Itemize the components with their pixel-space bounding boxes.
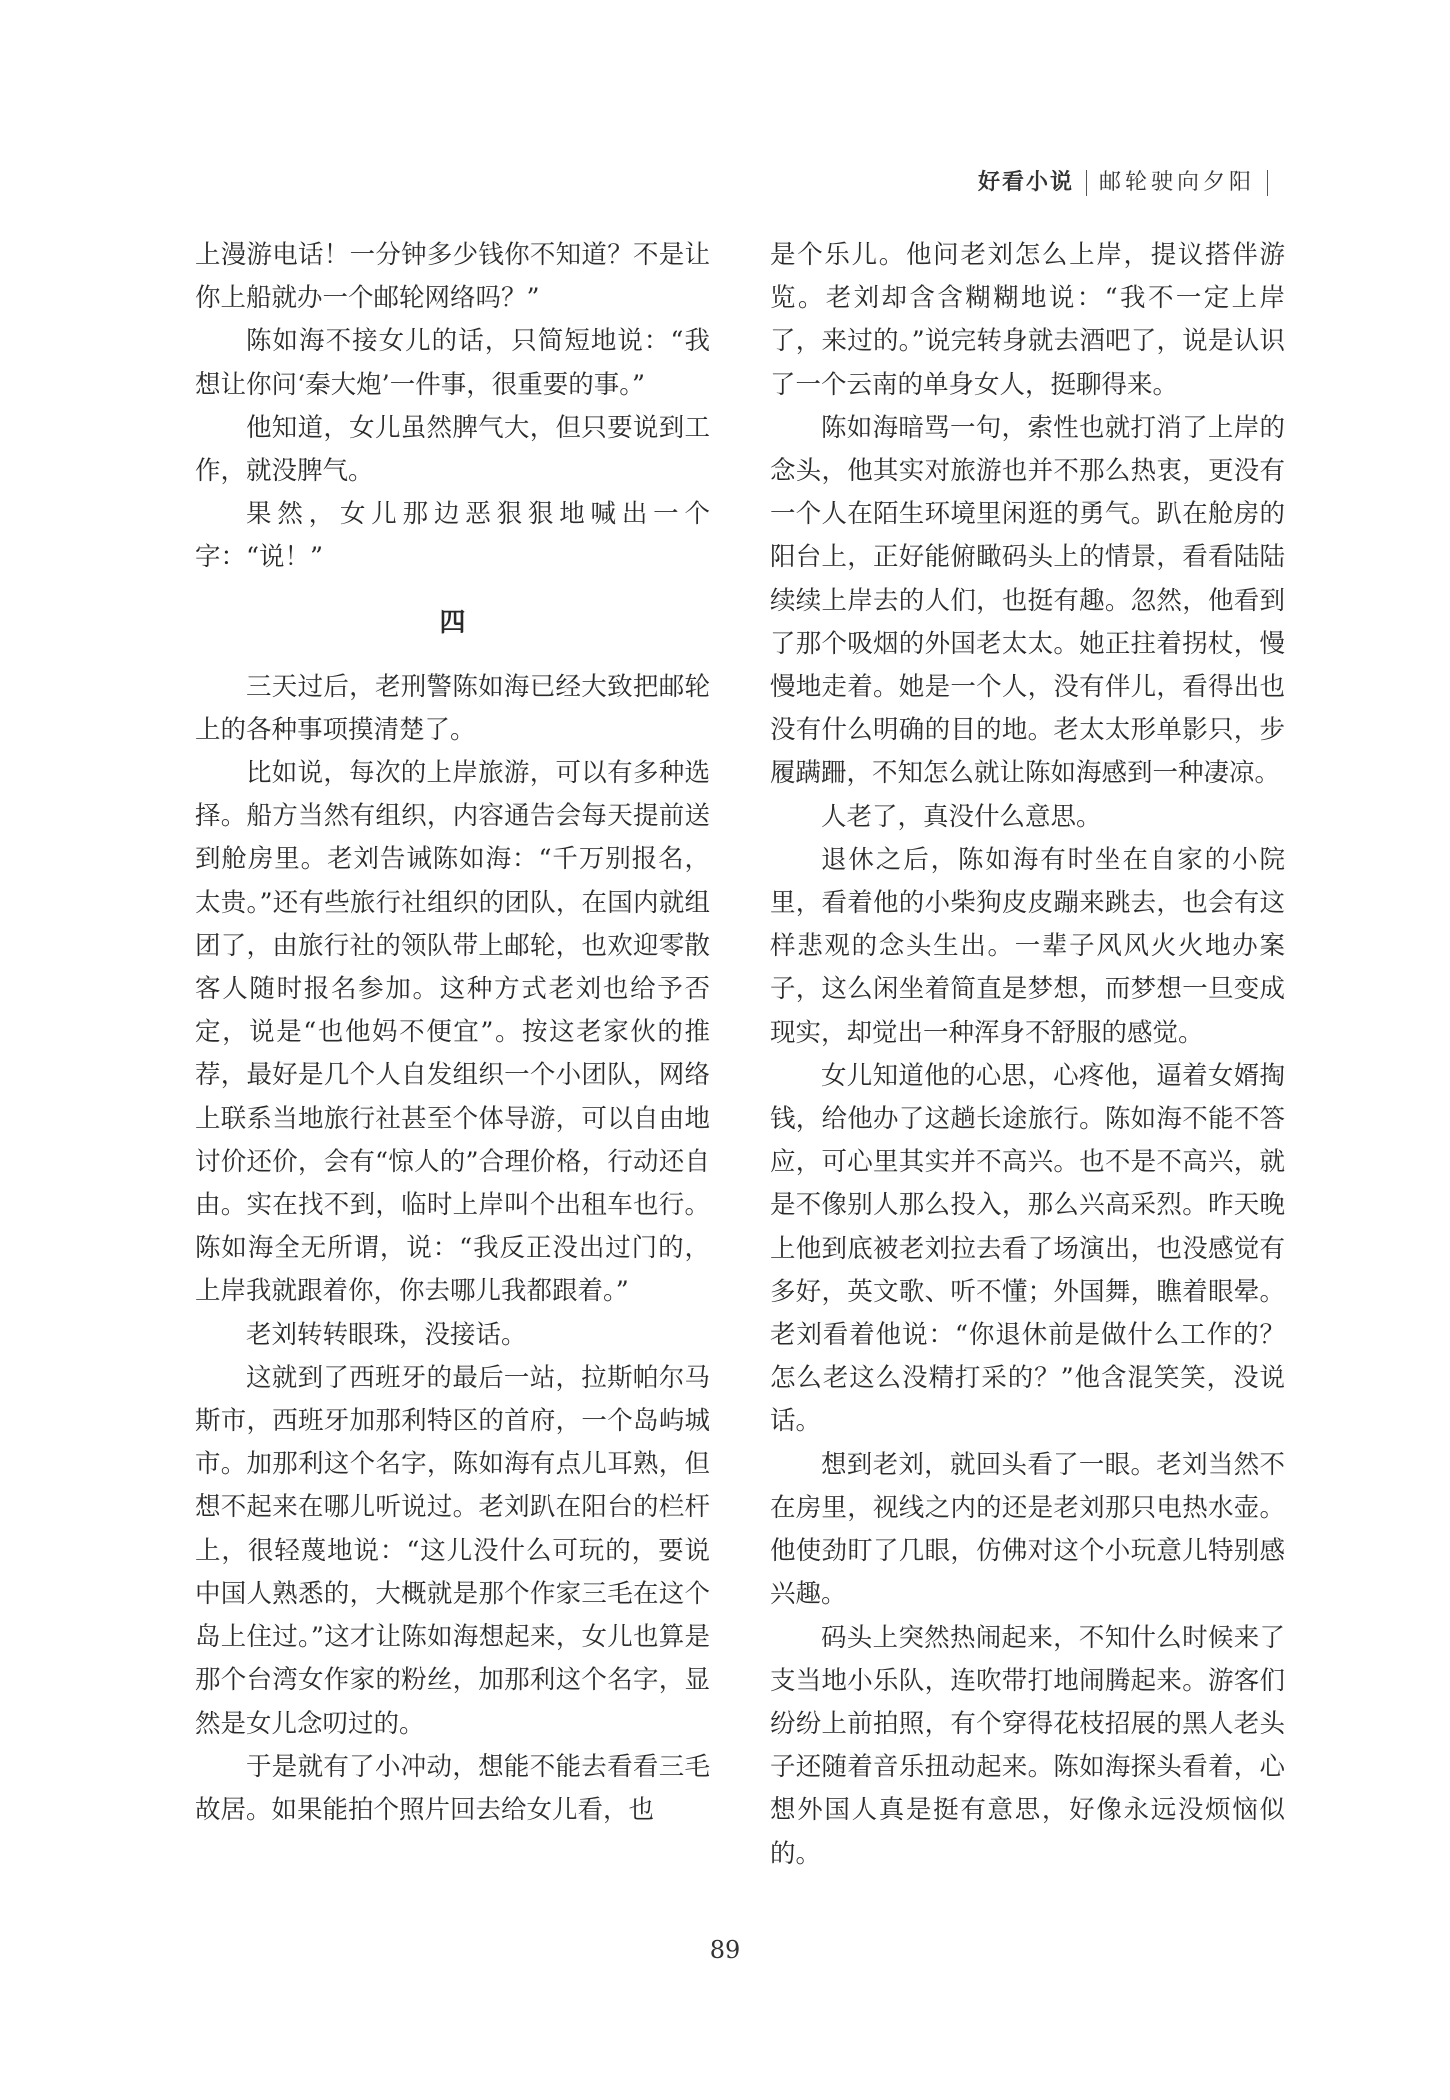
- paragraph: 他知道，女儿虽然脾气大，但只要说到工作，就没脾气。: [195, 412, 710, 487]
- paragraph: 人老了，真没什么意思。: [821, 801, 1102, 832]
- paragraph: 比如说，每次的上岸旅游，可以有多种选择。船方当然有组织，内容通告会每天提前送到舱房里。老刘告诫陈如海：“千万别报名，太贵。”还有些旅行社组织的团队，在国内就组团了，由旅行社的领队带上邮轮，也欢迎零散客人随时报名参加。这种方式老刘也给予否定，说是“也他妈不便宜”。按这老家伙的推荐，最好是几个人自发组织一个小团队，网络上联系当地旅行社甚至个体导游，可以自由地讨价还价，会有“惊人的”合理价格，行动还自由。实在找不到，临时上岸叫个出租车也行。陈如海全无所谓，说：“我反正没出过门的，上岸我就跟着你，你去哪儿我都跟着。”: [195, 758, 710, 1307]
- paragraph: 陈如海不接女儿的话，只简短地说：“我想让你问‘秦大炮’一件事，很重要的事。”: [195, 326, 710, 400]
- header-divider-end: [1267, 170, 1268, 196]
- header-divider: [1086, 170, 1087, 196]
- page-number: 89: [709, 1936, 741, 1964]
- paragraph: 三天过后，老刑警陈如海已经大致把邮轮上的各种事项摸清楚了。: [195, 671, 710, 745]
- story-title: 邮轮驶向夕阳: [1098, 170, 1255, 195]
- paragraph: 陈如海暗骂一句，索性也就打消了上岸的念头，他其实对旅游也并不那么热衷，更没有一个人在陌生环境里闲逛的勇气。趴在舱房的阳台上，正好能俯瞰码头上的情景，看看陆陆续续上岸去的人们，也挺有趣。忽然，他看到了那个吸烟的外国老太太。她正拄着拐杖，慢慢地走着。她是一个人，没有伴儿，看得出也没有什么明确的目的地。老太太形单影只，步履蹒跚，不知怎么就让陈如海感到一种凄凉。: [770, 412, 1285, 789]
- paragraph: 是个乐儿。他问老刘怎么上岸，提议搭伴游览。老刘却含含糊糊地说：“我不一定上岸了，来过的。”说完转身就去酒吧了，说是认识了一个云南的单身女人，挺聊得来。: [770, 240, 1285, 400]
- section-heading: 四: [439, 607, 466, 638]
- paragraph: 老刘转转眼珠，没接话。: [246, 1319, 527, 1350]
- left-column: [195, 234, 710, 1832]
- paragraph: 这就到了西班牙的最后一站，拉斯帕尔马斯市，西班牙加那利特区的首府，一个岛屿城市。加那利这个名字，陈如海有点儿耳熟，但想不起来在哪儿听说过。老刘趴在阳台的栏杆上，很轻蔑地说：“这儿没什么可玩的，要说中国人熟悉的，大概就是那个作家三毛在这个岛上住过。”这才让陈如海想起来，女儿也算是那个台湾女作家的粉丝，加那利这个名字，显然是女儿念叨过的。: [195, 1362, 710, 1739]
- paragraph: 于是就有了小冲动，想能不能去看看三毛故居。如果能拍个照片回去给女儿看，也: [195, 1751, 710, 1825]
- paragraph: 果然，女儿那边恶狠狠地喊出一个字：“说！”: [195, 499, 710, 573]
- paragraph: 退休之后，陈如海有时坐在自家的小院里，看着他的小柴狗皮皮蹦来跳去，也会有这样悲观的念头生出。一辈子风风火火地办案子，这么闲坐着简直是梦想，而梦想一旦变成现实，却觉出一种浑身不舒服的感觉。: [770, 844, 1285, 1048]
- paragraph: 想到老刘，就回头看了一眼。老刘当然不在房里，视线之内的还是老刘那只电热水壶。他使劲盯了几眼，仿佛对这个小玩意儿特别感兴趣。: [770, 1449, 1285, 1610]
- magazine-name: 好看小说: [977, 170, 1074, 195]
- paragraph: 上漫游电话！一分钟多少钱你不知道？不是让你上船就办一个邮轮网络吗？”: [195, 240, 710, 314]
- running-header: [978, 168, 1280, 198]
- right-column: [770, 234, 1285, 1876]
- paragraph: 女儿知道他的心思，心疼他，逼着女婿掏钱，给他办了这趟长途旅行。陈如海不能不答应，可心里其实并不高兴。也不是不高兴，就是不像别人那么投入，那么兴高采烈。昨天晚上他到底被老刘拉去看了场演出，也没感觉有多好，英文歌、听不懂；外国舞，瞧着眼晕。老刘看着他说：“你退休前是做什么工作的？怎么老这么没精打采的？”他含混笑笑，没说话。: [770, 1060, 1285, 1437]
- paragraph: 码头上突然热闹起来，不知什么时候来了支当地小乐队，连吹带打地闹腾起来。游客们纷纷上前拍照，有个穿得花枝招展的黑人老头子还随着音乐扭动起来。陈如海探头看着，心想外国人真是挺有意思，好像永远没烦恼似的。: [770, 1622, 1285, 1869]
